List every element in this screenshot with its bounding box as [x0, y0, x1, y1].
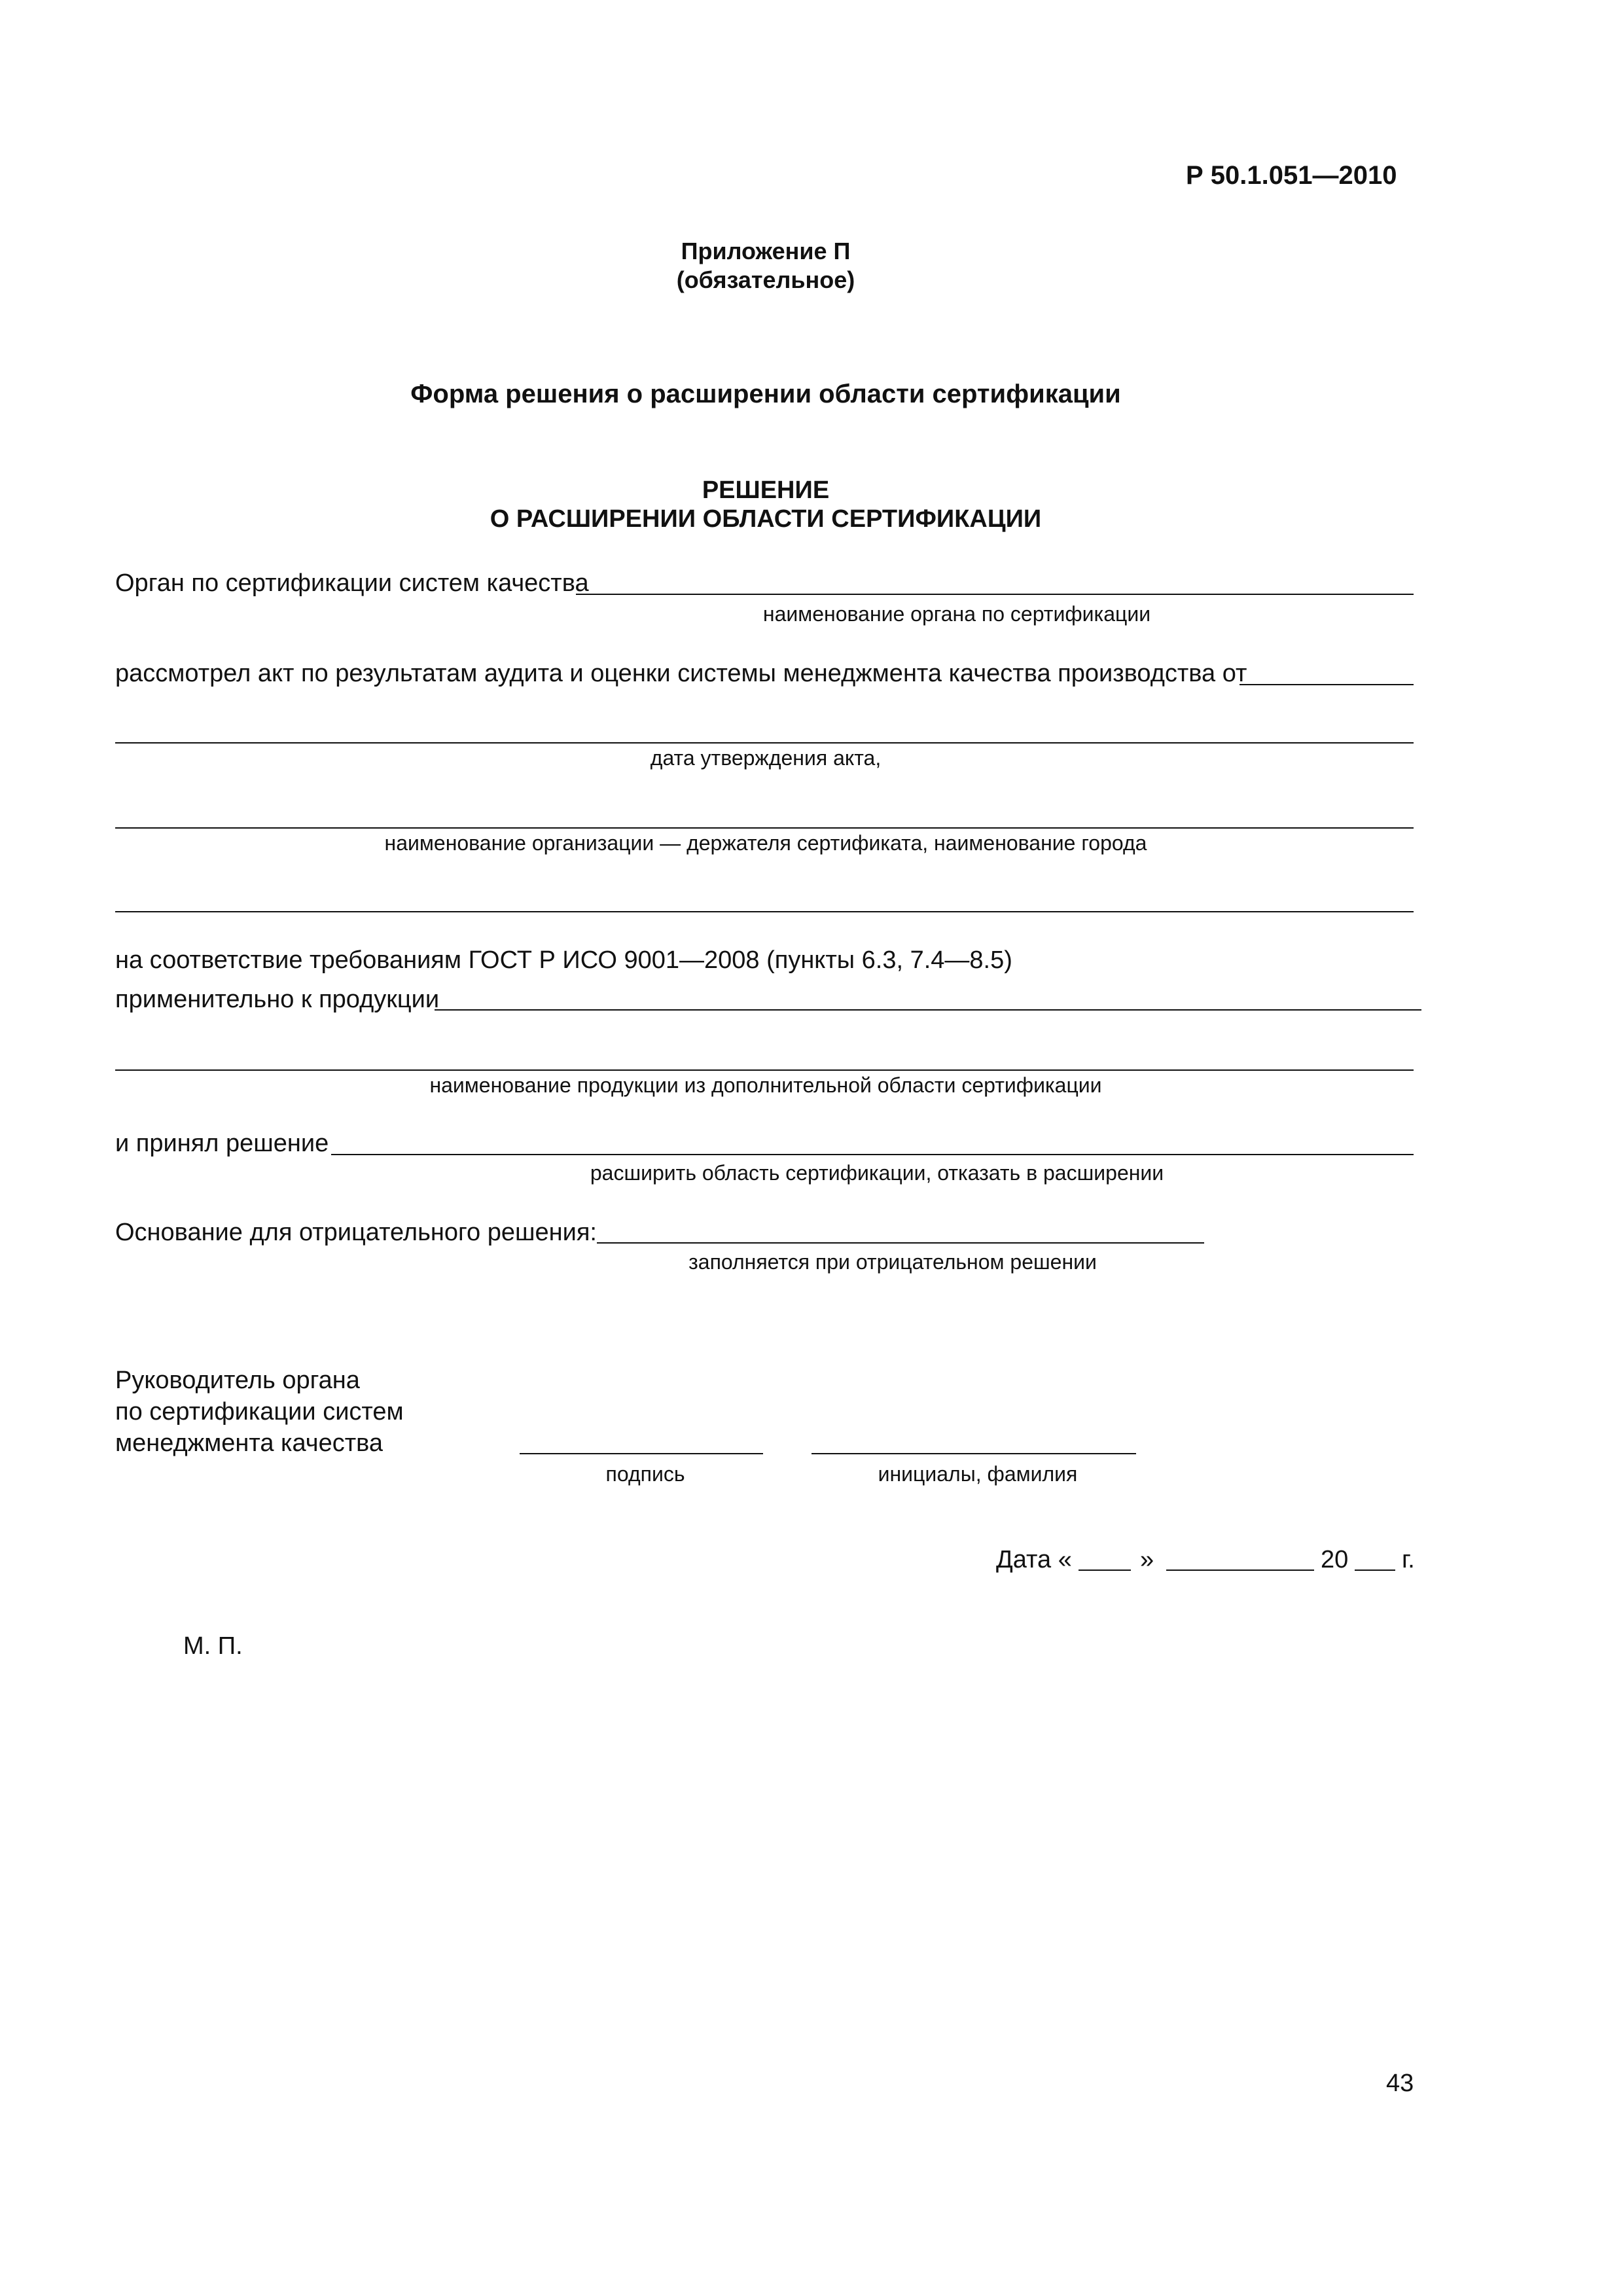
organization-caption: наименование организации — держателя сертификата, наименование города	[384, 831, 1147, 855]
signature-caption: подпись	[605, 1462, 685, 1486]
organization-extra-line[interactable]	[115, 911, 1414, 912]
name-caption: инициалы, фамилия	[878, 1462, 1078, 1486]
decision-input-line[interactable]	[331, 1154, 1414, 1155]
signature-role-line2: по сертификации систем	[115, 1398, 404, 1426]
date-close-quote: »	[1140, 1546, 1154, 1573]
act-date-caption: дата утверждения акта,	[650, 746, 882, 770]
product-caption: наименование продукции из дополнительной области сертификации	[429, 1073, 1102, 1097]
basis-caption: заполняется при отрицательном решении	[688, 1250, 1097, 1274]
date-prefix: Дата «	[996, 1546, 1072, 1573]
appendix-status: (обязательное)	[676, 266, 855, 293]
date-year-prefix: 20	[1321, 1546, 1349, 1573]
date-day-input-line[interactable]	[1079, 1570, 1131, 1571]
reviewed-label: рассмотрел акт по результатам аудита и оценки системы менеджмента качества производства от	[115, 660, 1247, 687]
act-from-input-line[interactable]	[1240, 684, 1414, 685]
signature-role-line1: Руководитель органа	[115, 1367, 360, 1394]
signature-role-line3: менеджмента качества	[115, 1429, 383, 1457]
date-month-input-line[interactable]	[1166, 1570, 1314, 1571]
decision-subheading: О РАСШИРЕНИИ ОБЛАСТИ СЕРТИФИКАЦИИ	[490, 505, 1042, 533]
organ-label: Орган по сертификации систем качества	[115, 569, 589, 597]
act-date-input-line[interactable]	[115, 742, 1414, 744]
document-code: Р 50.1.051—2010	[1186, 161, 1397, 190]
organ-caption: наименование органа по сертификации	[762, 602, 1151, 626]
signature-input-line[interactable]	[520, 1453, 763, 1454]
organization-input-line[interactable]	[115, 827, 1414, 829]
compliance-text: на соответствие требованиям ГОСТ Р ИСО 9001—2008 (пункты 6.3, 7.4—8.5)	[115, 946, 1012, 974]
basis-label: Основание для отрицательного решения:	[115, 1219, 597, 1246]
basis-input-line[interactable]	[597, 1242, 1204, 1244]
date-suffix: г.	[1402, 1546, 1415, 1573]
appendix-title: Приложение П	[681, 238, 851, 264]
page-number: 43	[1386, 2070, 1414, 2097]
product-extra-line[interactable]	[115, 1069, 1414, 1071]
date-year-input-line[interactable]	[1355, 1570, 1395, 1571]
decision-caption: расширить область сертификации, отказать в расширении	[590, 1161, 1164, 1185]
product-input-line[interactable]	[435, 1009, 1421, 1011]
form-title: Форма решения о расширении области сертификации	[410, 380, 1121, 408]
organ-input-line[interactable]	[576, 594, 1414, 595]
stamp-place: М. П.	[183, 1632, 243, 1660]
product-label: применительно к продукции	[115, 986, 440, 1013]
name-input-line[interactable]	[812, 1453, 1136, 1454]
decision-label: и принял решение	[115, 1130, 329, 1157]
decision-heading: РЕШЕНИЕ	[702, 476, 830, 504]
